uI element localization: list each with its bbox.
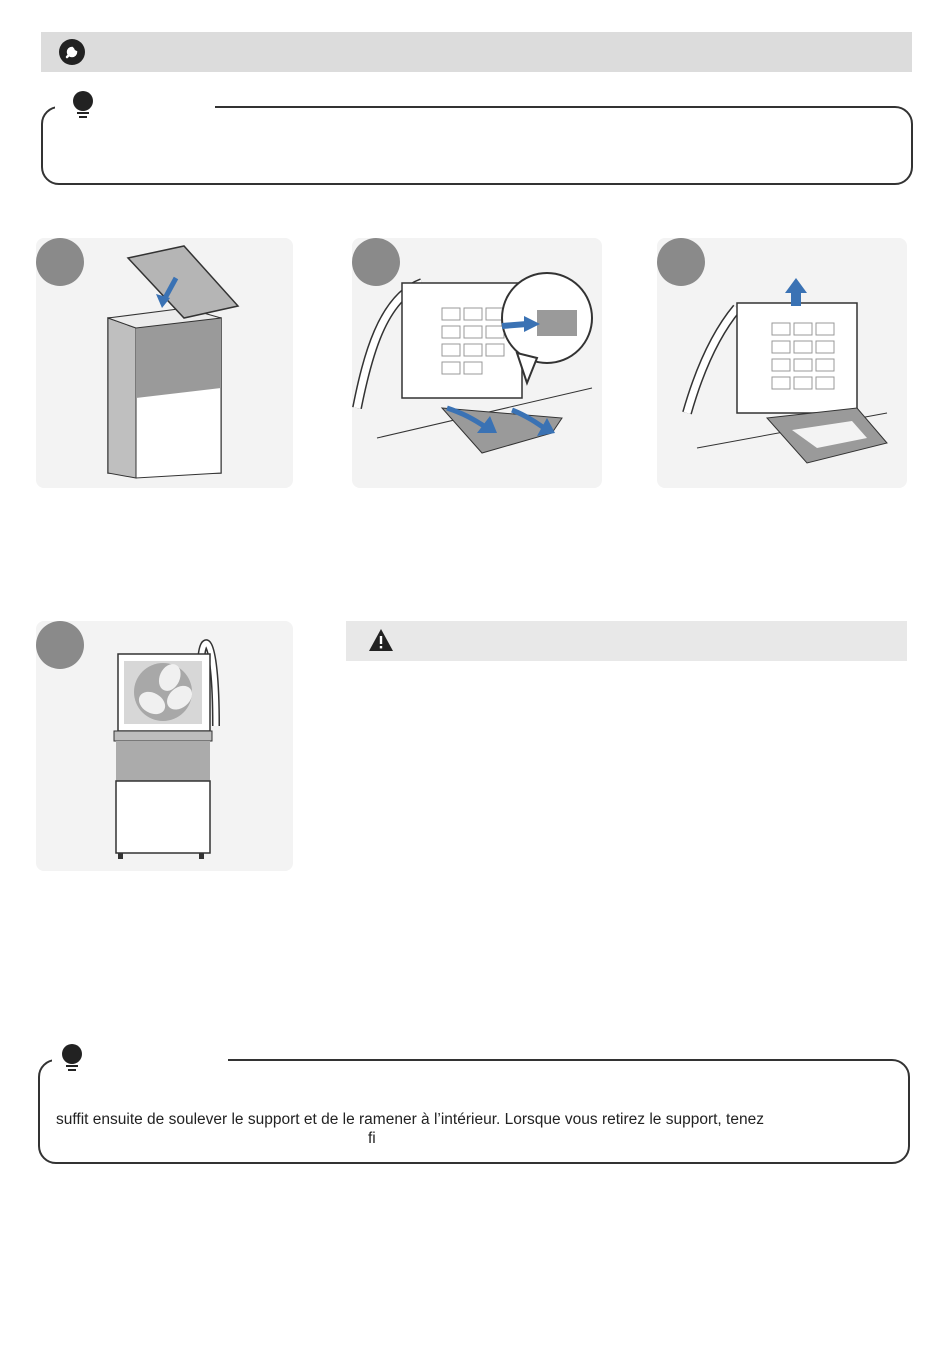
note-bottom-line-1: suffit ensuite de soulever le support et de le ramener à l’intérieur. Lorsque vous retirez le support, tenez — [56, 1111, 764, 1128]
wrench-icon — [59, 39, 85, 65]
step-1-illustration — [36, 238, 293, 488]
step-2-illustration — [352, 238, 602, 488]
warning-header — [346, 621, 907, 661]
note-bottom-line-2: fi — [368, 1130, 376, 1147]
warning-triangle-icon — [368, 628, 394, 652]
note-bottom-text — [56, 1110, 896, 1148]
step-4-illustration — [36, 621, 293, 871]
section-header — [41, 32, 912, 72]
step-3-badge — [657, 238, 705, 286]
note-box-top — [41, 106, 913, 185]
lightbulb-icon — [60, 1044, 84, 1072]
step-4-badge — [36, 621, 84, 669]
step-2-badge — [352, 238, 400, 286]
lightbulb-icon — [71, 91, 95, 119]
step-1-badge — [36, 238, 84, 286]
step-3-illustration — [657, 238, 907, 488]
